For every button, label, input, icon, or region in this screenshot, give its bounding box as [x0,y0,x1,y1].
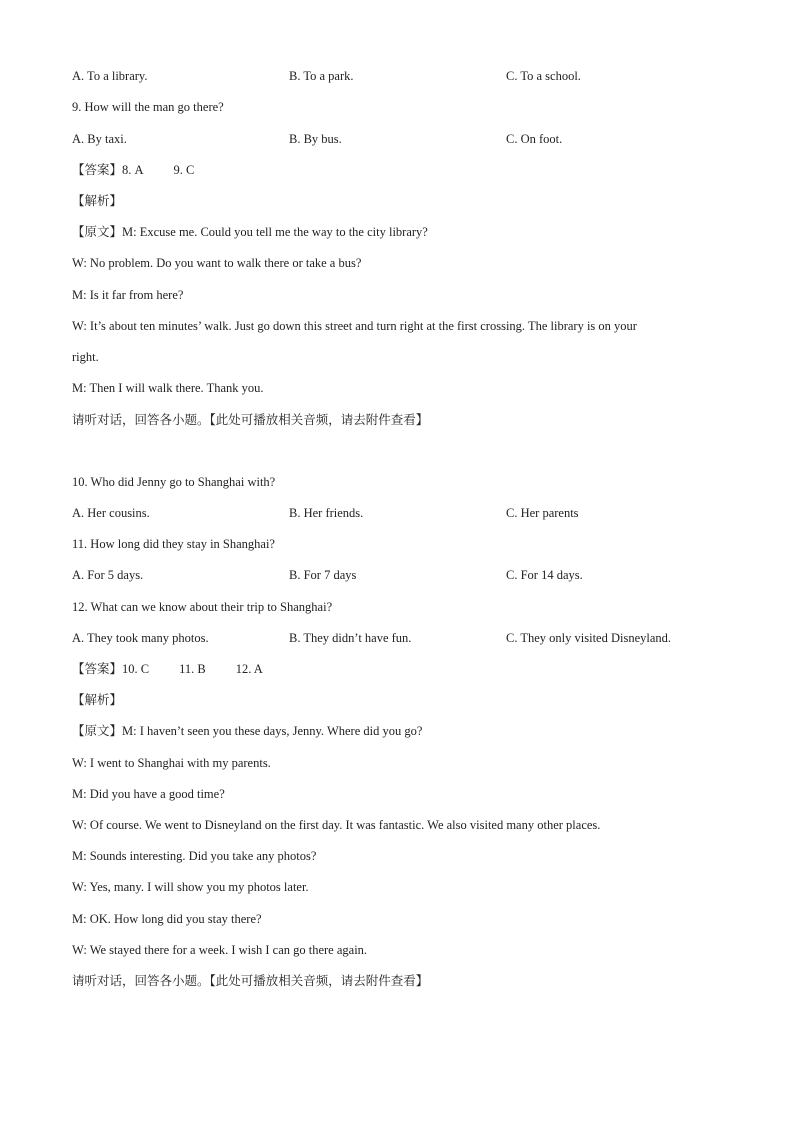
analysis-tag: 【解析】 [72,193,123,208]
question-10: 10. Who did Jenny go to Shanghai with? [72,475,276,489]
listening-instruction: 请听对话，回答各小题。【此处可播放相关音频，请去附件查看】 [72,973,429,988]
script1-line: M: Then I will walk there. Thank you. [72,381,264,395]
listening-instruction: 请听对话，回答各小题。【此处可播放相关音频，请去附件查看】 [72,412,429,427]
q10-option-b: B. Her friends. [289,506,364,520]
script1-line: M: Is it far from here? [72,288,184,302]
script1-line [72,224,428,240]
q8-options [72,68,722,84]
q8-option-a: A. To a library. [72,69,148,83]
answer-line-1 [72,162,224,178]
answer-item: 9. C [173,163,195,177]
answer-item: 11. B [179,662,206,676]
script2-line: M: Did you have a good time? [72,787,225,801]
q9-option-a: A. By taxi. [72,132,127,146]
script1-line: W: It’s about ten minutes’ walk. Just go down this street and turn right at the first crossing. The library is on your [72,319,637,333]
q10-option-a: A. Her cousins. [72,506,150,520]
q9-option-c: C. On foot. [506,132,563,146]
script2-line: W: We stayed there for a week. I wish I can go there again. [72,943,368,957]
answer-line-2 [72,661,293,677]
script1-line: right. [72,350,99,364]
script1-line: W: No problem. Do you want to walk there or take a bus? [72,256,362,270]
q12-option-b: B. They didn’t have fun. [289,631,412,645]
script2-line [72,723,422,739]
q12-options [72,630,722,646]
q9-options [72,131,722,147]
script-text: M: I haven’t seen you these days, Jenny. Where did you go? [122,724,423,738]
q8-option-b: B. To a park. [289,69,354,83]
script2-line: W: I went to Shanghai with my parents. [72,756,271,770]
q11-option-a: A. For 5 days. [72,568,144,582]
answer-tag: 【答案】 [72,661,123,676]
answer-tag: 【答案】 [72,162,123,177]
script-text: M: Excuse me. Could you tell me the way to the city library? [122,225,428,239]
q8-option-c: C. To a school. [506,69,581,83]
q11-option-b: B. For 7 days [289,568,357,582]
answer-item: 12. A [235,662,263,676]
q10-option-c: C. Her parents [506,506,579,520]
script2-line: M: Sounds interesting. Did you take any photos? [72,849,317,863]
script-tag: 【原文】 [72,224,123,239]
script2-line: M: OK. How long did you stay there? [72,912,262,926]
q11-options [72,567,722,583]
q10-options [72,505,722,521]
answer-item: 10. C [122,662,150,676]
analysis-tag: 【解析】 [72,692,123,707]
question-12: 12. What can we know about their trip to Shanghai? [72,600,333,614]
question-9: 9. How will the man go there? [72,100,224,114]
script2-line: W: Of course. We went to Disneyland on the first day. It was fantastic. We also visited many other places. [72,818,601,832]
script-tag: 【原文】 [72,723,123,738]
script2-line: W: Yes, many. I will show you my photos later. [72,880,309,894]
q12-option-a: A. They took many photos. [72,631,209,645]
q12-option-c: C. They only visited Disneyland. [506,631,672,645]
q11-option-c: C. For 14 days. [506,568,583,582]
answer-item: 8. A [122,163,144,177]
question-11: 11. How long did they stay in Shanghai? [72,537,275,551]
q9-option-b: B. By bus. [289,132,342,146]
